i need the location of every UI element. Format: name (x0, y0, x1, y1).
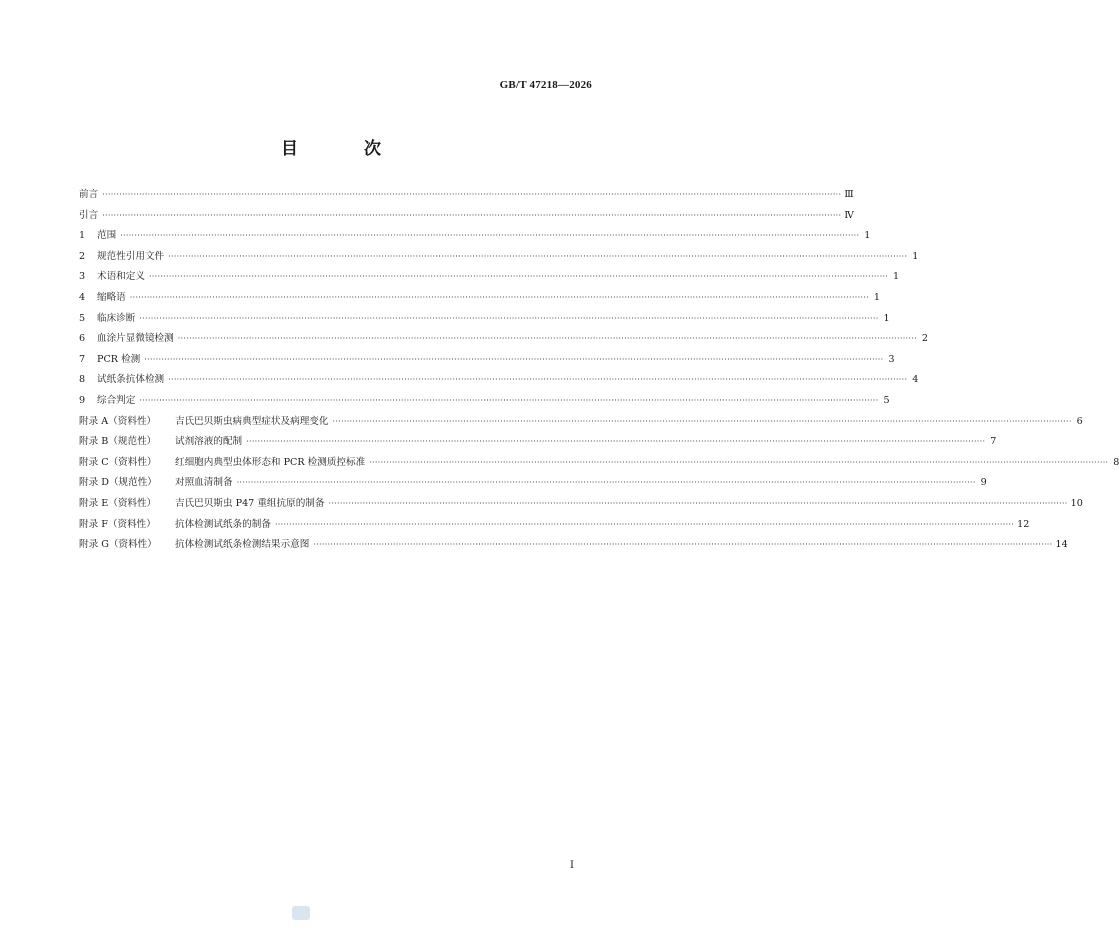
table-of-contents (79, 186, 1119, 557)
toc-section-number: 7 (79, 353, 86, 365)
toc-leader-dots: ···································································································································································································································································· (332, 416, 1072, 426)
toc-section-number: 3 (79, 271, 86, 283)
toc-title: 术语和定义 (97, 271, 145, 283)
toc-page-number: 3 (888, 353, 895, 365)
toc-leader-dots: ···································································································································································································································································· (148, 272, 889, 282)
toc-leader-dots: ···································································································································································································································································· (102, 190, 842, 199)
toc-leader-dots: ···································································································································································································································································· (102, 210, 842, 220)
toc-title: 吉氏巴贝斯虫 P47 重组抗原的制备 (175, 497, 325, 509)
toc-page-number: 4 (912, 374, 919, 386)
page-title: 目 次 (281, 139, 411, 159)
toc-entry[interactable] (79, 516, 1030, 537)
toc-leader-dots: ···································································································································································································································································· (236, 478, 976, 488)
toc-page-number: 1 (893, 271, 900, 283)
toc-section-number: 2 (79, 250, 86, 262)
toc-leader-dots: ···································································································································································································································································· (313, 540, 1053, 550)
toc-page-number: 14 (1055, 539, 1068, 551)
toc-section-number: 9 (79, 394, 86, 406)
toc-page-number: 6 (1076, 415, 1083, 427)
toc-page-number: Ⅳ (844, 209, 854, 221)
toc-appendix-label: 附录 G（资料性） (79, 539, 157, 551)
toc-leader-dots: ···································································································································································································································································· (129, 292, 869, 302)
toc-page-number: 5 (883, 394, 890, 406)
toc-entry[interactable] (79, 433, 997, 454)
toc-page-number: 1 (912, 250, 919, 262)
toc-entry[interactable] (79, 474, 987, 495)
toc-entry[interactable] (79, 310, 890, 331)
toc-leader-dots: ···································································································································································································································································· (139, 313, 879, 323)
toc-leader-dots: ···································································································································································································································································· (177, 334, 917, 344)
toc-appendix-label: 附录 D（规范性） (79, 477, 157, 489)
toc-title: 吉氏巴贝斯虫病典型症状及病理变化 (175, 415, 329, 427)
toc-leader-dots: ···································································································································································································································································· (168, 251, 908, 261)
toc-leader-dots: ···································································································································································································································································· (246, 437, 986, 447)
toc-entry[interactable] (79, 351, 895, 372)
toc-page-number: 7 (990, 436, 997, 448)
toc-section-number: 1 (79, 230, 86, 242)
toc-title: 引言 (79, 209, 99, 221)
toc-entry[interactable] (79, 268, 900, 289)
toc-entry[interactable] (79, 495, 1083, 516)
toc-title: 试纸条抗体检测 (97, 374, 165, 386)
toc-entry[interactable] (79, 227, 871, 248)
toc-entry[interactable] (79, 371, 919, 392)
toc-title: 范围 (97, 230, 117, 242)
toc-entry[interactable] (79, 536, 1068, 557)
toc-appendix-label: 附录 C（资料性） (79, 456, 157, 468)
toc-entry[interactable] (79, 186, 854, 207)
toc-title: PCR 检测 (97, 353, 141, 365)
toc-title: 临床诊断 (97, 312, 136, 324)
toc-entry[interactable] (79, 330, 928, 351)
toc-leader-dots: ···································································································································································································································································· (328, 498, 1068, 508)
toc-page-number: 10 (1070, 497, 1083, 509)
toc-entry[interactable] (79, 248, 919, 269)
toc-title: 试剂溶液的配制 (175, 436, 243, 448)
toc-title: 红细胞内典型虫体形态和 PCR 检测质控标准 (175, 456, 366, 468)
toc-entry[interactable] (79, 413, 1083, 434)
toc-section-number: 5 (79, 312, 86, 324)
toc-section-number: 6 (79, 333, 86, 345)
toc-entry[interactable] (79, 454, 1119, 475)
toc-leader-dots: ···································································································································································································································································· (144, 354, 884, 364)
toc-title: 综合判定 (97, 394, 136, 406)
page-number: I (570, 860, 574, 871)
toc-page-number: 1 (873, 291, 880, 303)
toc-appendix-label: 附录 A（资料性） (79, 415, 157, 427)
toc-leader-dots: ···································································································································································································································································· (369, 457, 1109, 467)
toc-title: 缩略语 (97, 291, 126, 303)
toc-entry[interactable] (79, 392, 890, 413)
toc-title: 抗体检测试纸条的制备 (175, 518, 271, 530)
toc-appendix-label: 附录 E（资料性） (79, 497, 157, 509)
toc-page-number: Ⅲ (844, 189, 854, 200)
toc-appendix-label: 附录 F（资料性） (79, 518, 156, 530)
toc-leader-dots: ···································································································································································································································································· (139, 395, 879, 405)
watermark-logo (292, 906, 310, 920)
toc-page-number: 9 (980, 477, 987, 489)
toc-section-number: 4 (79, 291, 86, 303)
toc-page-number: 2 (921, 333, 928, 345)
toc-leader-dots: ···································································································································································································································································· (168, 375, 908, 385)
toc-page-number: 1 (883, 312, 890, 324)
toc-leader-dots: ···································································································································································································································································· (120, 231, 860, 241)
toc-entry[interactable] (79, 207, 854, 228)
standard-number: GB/T 47218—2026 (499, 79, 592, 91)
toc-entry[interactable] (79, 289, 880, 310)
toc-title: 前言 (79, 189, 99, 200)
toc-title: 规范性引用文件 (97, 250, 165, 262)
toc-page-number: 8 (1113, 456, 1119, 468)
toc-page-number: 12 (1017, 518, 1030, 530)
toc-page-number: 1 (864, 230, 871, 242)
toc-leader-dots: ···································································································································································································································································· (274, 519, 1015, 529)
toc-title: 对照血清制备 (175, 477, 233, 489)
toc-title: 抗体检测试纸条检测结果示意图 (175, 539, 310, 551)
toc-title: 血涂片显微镜检测 (97, 333, 174, 345)
toc-section-number: 8 (79, 374, 86, 386)
toc-appendix-label: 附录 B（规范性） (79, 436, 157, 448)
